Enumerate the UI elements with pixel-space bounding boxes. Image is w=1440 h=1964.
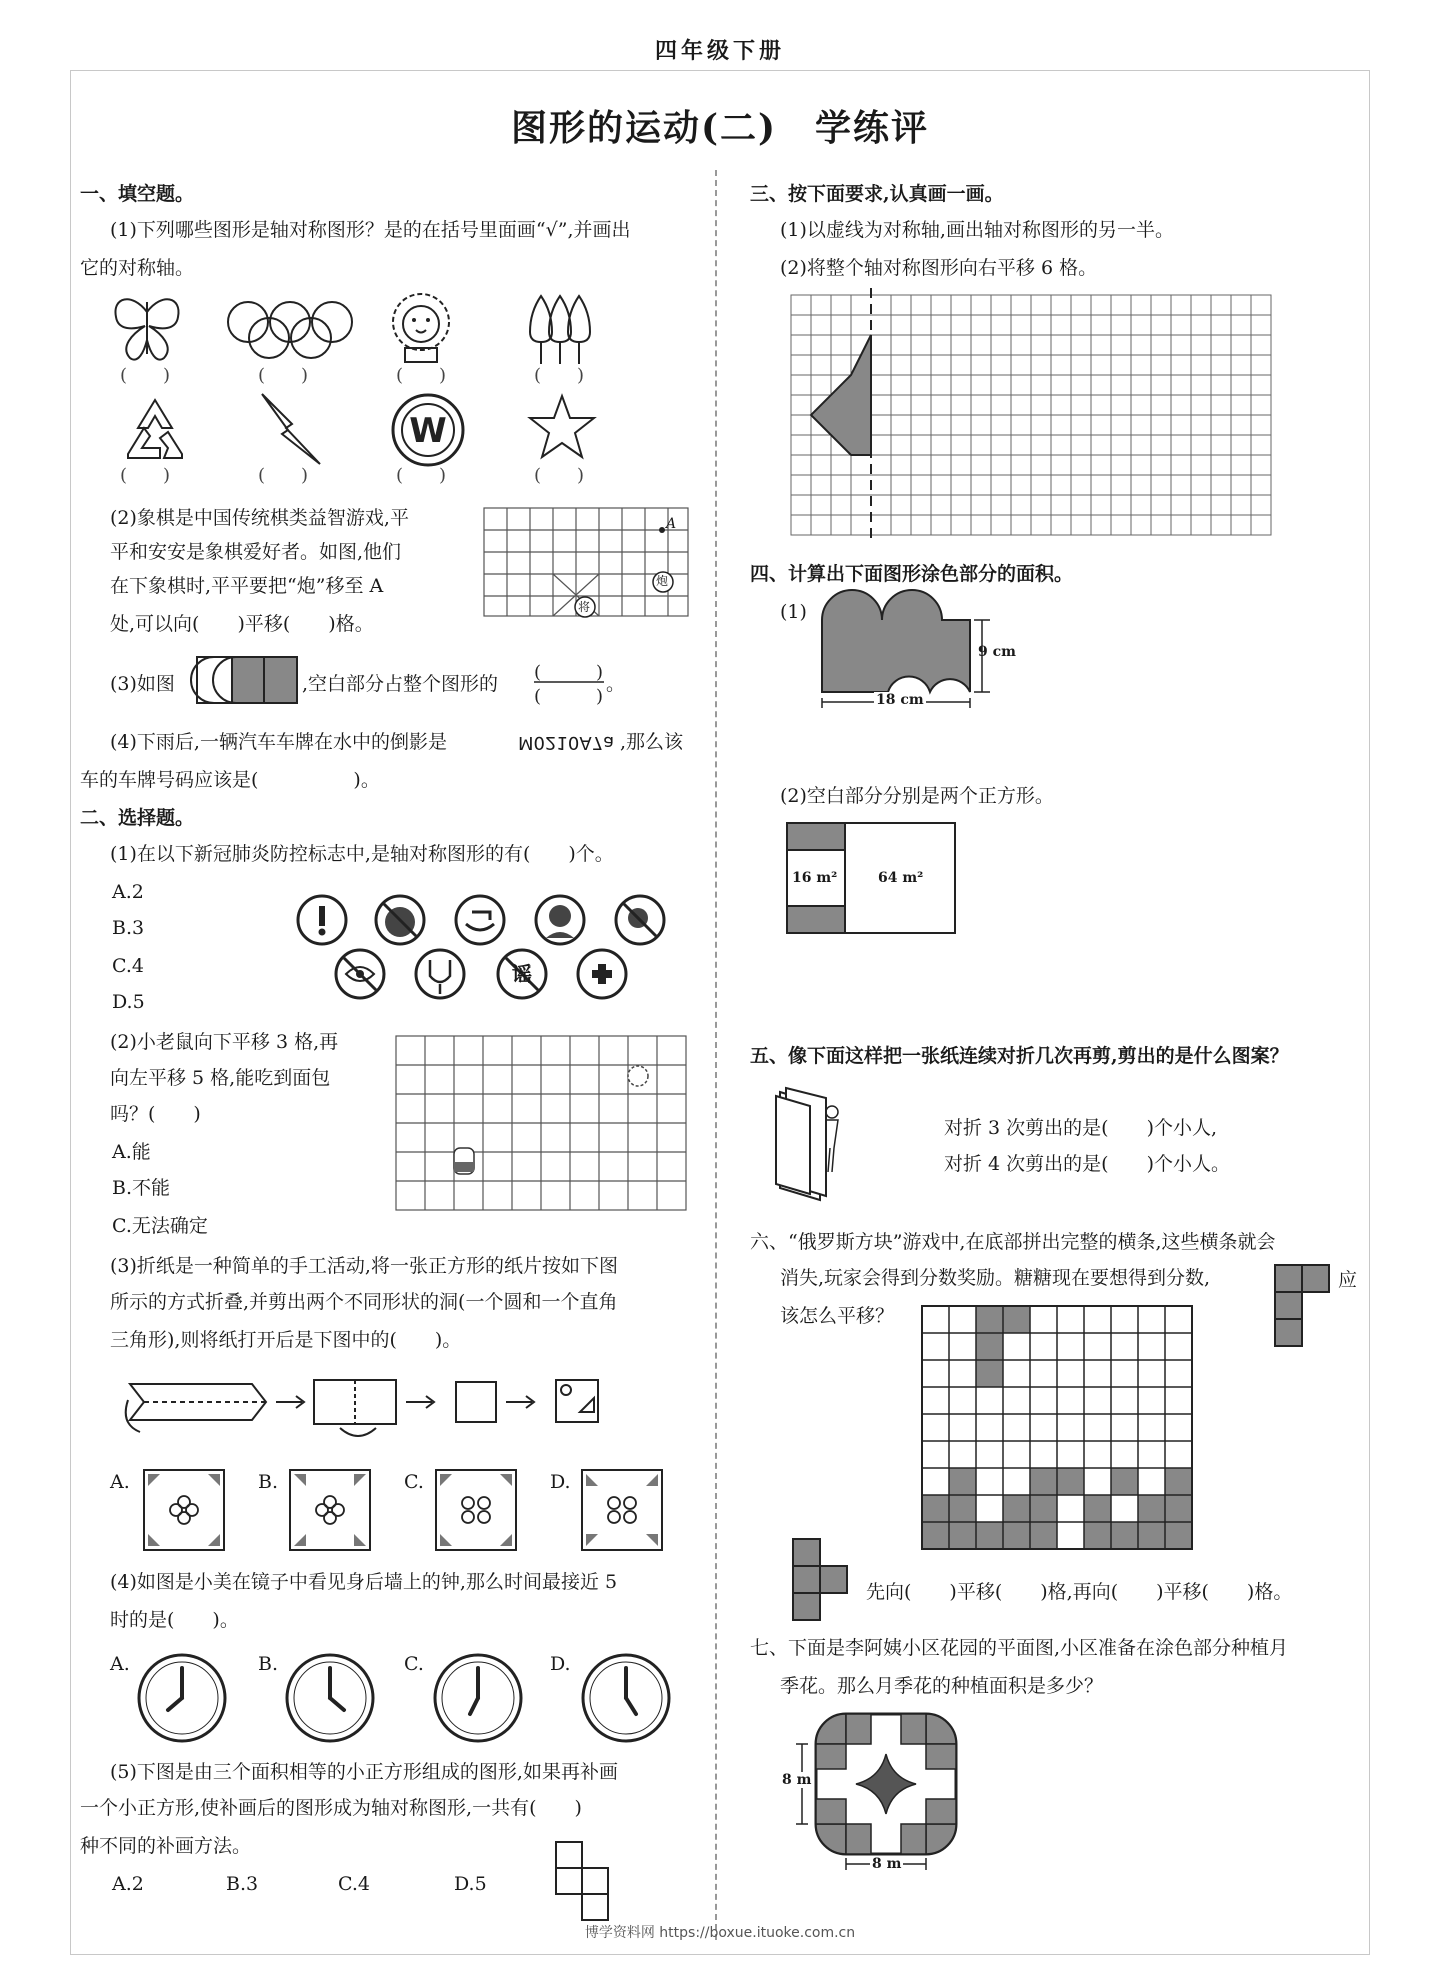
license-plate-reflection: M0210A7a bbox=[518, 732, 615, 753]
section-6-title-line1: 六、“俄罗斯方块”游戏中,在底部拼出完整的横条,这些横条就会 bbox=[750, 1231, 1276, 1253]
c2-text-line3: 吗？( ) bbox=[110, 1103, 201, 1125]
page-footer: 博学资料网 https://boxue.ituoke.com.cn bbox=[584, 1925, 856, 1941]
c1-option-b[interactable]: B.3 bbox=[112, 917, 145, 939]
c3-text-line1: (3)折纸是一种简单的手工活动,将一张正方形的纸片按如下图 bbox=[110, 1255, 618, 1277]
r7-bottom-label: 8 m bbox=[872, 1856, 902, 1872]
c1-text: (1)在以下新冠肺炎防控标志中,是轴对称图形的有( )个。 bbox=[110, 843, 614, 865]
section-7-title-line2: 季花。那么月季花的种植面积是多少？ bbox=[780, 1675, 1104, 1697]
epidemic-signs-figure bbox=[296, 894, 676, 1002]
r5-text-1: 对折 3 次剪出的是( )个小人, bbox=[944, 1117, 1218, 1139]
olympic-rings-figure bbox=[226, 300, 356, 360]
q2-text-line1: (2)象棋是中国传统棋类益智游戏,平 bbox=[110, 507, 409, 529]
svg-text:): ) bbox=[596, 662, 604, 683]
c5-option-b[interactable]: B.3 bbox=[226, 1873, 259, 1895]
section-6-title-line3: 该怎么平移？ bbox=[780, 1305, 895, 1327]
c5-text-line3: 种不同的补画方法。 bbox=[80, 1835, 252, 1857]
answer-paren[interactable]: ( ) bbox=[120, 465, 171, 486]
q2-text-line2: 平和安安是象棋爱好者。如图,他们 bbox=[110, 541, 402, 563]
three-squares-figure bbox=[554, 1840, 614, 1926]
page-title: 图形的运动(二) 学练评 bbox=[510, 107, 930, 149]
c3-option-a[interactable]: A. bbox=[110, 1471, 130, 1493]
q3-text-end: 。 bbox=[606, 673, 626, 695]
svg-text:(: ( bbox=[534, 662, 542, 683]
q4-text-line1: (4)下雨后,一辆汽车车牌在水中的倒影是 bbox=[110, 731, 447, 753]
q2-text-line3: 在下象棋时,平平要把“炮”移至 A bbox=[110, 575, 384, 597]
lion-figure bbox=[385, 292, 457, 364]
answer-paren[interactable]: ( ) bbox=[396, 365, 447, 386]
r5-text-2: 对折 4 次剪出的是( )个小人。 bbox=[944, 1153, 1230, 1175]
rumor-sign-label: 谣 bbox=[512, 962, 532, 986]
section-7-title-line1: 七、下面是李阿姨小区花园的平面图,小区准备在涂色部分种植月 bbox=[750, 1637, 1289, 1659]
q2-text-line4: 处,可以向( )平移( )格。 bbox=[110, 613, 374, 635]
c4-option-a[interactable]: A. bbox=[110, 1653, 130, 1675]
section-4-title: 四、计算出下面图形涂色部分的面积。 bbox=[750, 563, 1074, 585]
chess-pao-label: 炮 bbox=[656, 574, 669, 588]
c5-option-c[interactable]: C.4 bbox=[338, 1873, 370, 1895]
r4-small-square-label: 16 m² bbox=[792, 870, 838, 886]
c3-option-d[interactable]: D. bbox=[550, 1471, 571, 1493]
column-divider bbox=[715, 170, 717, 1940]
answer-paren[interactable]: ( ) bbox=[120, 365, 171, 386]
folded-paper-figure bbox=[770, 1084, 842, 1202]
answer-paren[interactable]: ( ) bbox=[258, 365, 309, 386]
section-6-title-line2: 消失,玩家会得到分数奖励。糖糖现在要想得到分数, bbox=[780, 1267, 1211, 1289]
w-logo-figure bbox=[390, 392, 466, 468]
star-figure bbox=[526, 392, 598, 462]
answer-paren[interactable]: ( ) bbox=[258, 465, 309, 486]
c5-option-a[interactable]: A.2 bbox=[112, 1873, 144, 1895]
chess-point-a: A bbox=[666, 516, 677, 532]
symmetry-grid-figure[interactable] bbox=[790, 294, 1274, 540]
butterfly-figure bbox=[112, 292, 182, 364]
chess-jiang-label: 将 bbox=[578, 600, 591, 614]
answer-paren[interactable]: ( ) bbox=[534, 465, 585, 486]
c3-text-line3: 三角形),则将纸打开后是下图中的( )。 bbox=[110, 1329, 462, 1351]
c5-text-line2: 一个小正方形,使补画后的图形成为轴对称图形,一共有( ) bbox=[80, 1797, 582, 1819]
r4-height-label: 9 cm bbox=[978, 644, 1016, 660]
c3-option-b[interactable]: B. bbox=[258, 1471, 279, 1493]
section-3-title: 三、按下面要求,认真画一画。 bbox=[750, 183, 1004, 205]
c4-option-d[interactable]: D. bbox=[550, 1653, 571, 1675]
r4-width-label: 18 cm bbox=[876, 692, 924, 708]
q4-text-line1-end: ,那么该 bbox=[620, 731, 684, 753]
tetromino-piece-small bbox=[1274, 1264, 1330, 1348]
c3-text-line2: 所示的方式折叠,并剪出两个不同形状的洞(一个圆和一个直角 bbox=[110, 1291, 618, 1313]
c2-option-c[interactable]: C.无法确定 bbox=[112, 1215, 208, 1237]
answer-paren[interactable]: ( ) bbox=[534, 365, 585, 386]
svg-text:W: W bbox=[409, 411, 447, 451]
mirror-clocks-figure bbox=[136, 1652, 700, 1744]
r4-item-1-label: (1) bbox=[780, 601, 807, 623]
c1-option-c[interactable]: C.4 bbox=[112, 955, 144, 977]
r4-large-square-label: 64 m² bbox=[878, 870, 924, 886]
section-5-title: 五、像下面这样把一张纸连续对折几次再剪,剪出的是什么图案？ bbox=[750, 1045, 1289, 1067]
r4-item-2-text: (2)空白部分分别是两个正方形。 bbox=[780, 785, 1054, 807]
c1-option-d[interactable]: D.5 bbox=[112, 991, 145, 1013]
q1-text-line1: (1)下列哪些图形是轴对称图形？是的在括号里面画“√”,并画出 bbox=[110, 219, 631, 241]
garden-plan-figure bbox=[788, 1712, 968, 1872]
answer-paren[interactable]: ( ) bbox=[396, 465, 447, 486]
c4-text-line2: 时的是( )。 bbox=[110, 1609, 239, 1631]
r3-text-1: (1)以虚线为对称轴,画出轴对称图形的另一半。 bbox=[780, 219, 1174, 241]
r3-text-2: (2)将整个轴对称图形向右平移 6 格。 bbox=[780, 257, 1098, 279]
c1-option-a[interactable]: A.2 bbox=[112, 881, 144, 903]
c4-option-b[interactable]: B. bbox=[258, 1653, 279, 1675]
c5-text-line1: (5)下图是由三个面积相等的小正方形组成的图形,如果再补画 bbox=[110, 1761, 618, 1783]
r6-answer-text: 先向( )平移( )格,再向( )平移( )格。 bbox=[866, 1581, 1293, 1603]
mouse-grid-figure bbox=[396, 1036, 688, 1212]
q4-text-line2: 车的车牌号码应该是( )。 bbox=[80, 769, 380, 791]
q3-text-middle: ,空白部分占整个图形的 bbox=[302, 673, 499, 695]
page-header: 四年级下册 bbox=[654, 38, 785, 64]
c2-text-line2: 向左平移 5 格,能吃到面包 bbox=[110, 1067, 331, 1089]
tetris-board-figure[interactable] bbox=[922, 1306, 1198, 1560]
tetromino-piece-large bbox=[792, 1538, 850, 1622]
c2-text-line1: (2)小老鼠向下平移 3 格,再 bbox=[110, 1031, 339, 1053]
fraction-blank[interactable] bbox=[532, 656, 608, 706]
section-1-title: 一、填空题。 bbox=[80, 183, 195, 205]
q3-text-prefix: (3)如图 bbox=[110, 673, 175, 695]
r7-side-label: 8 m bbox=[782, 1772, 812, 1788]
lightning-figure bbox=[256, 390, 326, 468]
c2-option-b[interactable]: B.不能 bbox=[112, 1177, 171, 1199]
c2-option-a[interactable]: A.能 bbox=[112, 1141, 151, 1163]
paper-folding-steps-figure bbox=[116, 1364, 602, 1444]
unfolded-paper-options-figure bbox=[142, 1468, 702, 1552]
section-2-title: 二、选择题。 bbox=[80, 807, 195, 829]
svg-text:(: ( bbox=[534, 686, 542, 707]
q1-text-line2: 它的对称轴。 bbox=[80, 257, 195, 279]
svg-text:): ) bbox=[596, 686, 604, 707]
section-6-title-end: 应 bbox=[1338, 1269, 1358, 1291]
c3-option-c[interactable]: C. bbox=[404, 1471, 424, 1493]
c4-option-c[interactable]: C. bbox=[404, 1653, 424, 1675]
c4-text-line1: (4)如图是小美在镜子中看见身后墙上的钟,那么时间最接近 5 bbox=[110, 1571, 618, 1593]
c5-option-d[interactable]: D.5 bbox=[454, 1873, 487, 1895]
recycle-figure bbox=[120, 396, 190, 462]
moon-rectangle-figure bbox=[196, 656, 300, 706]
